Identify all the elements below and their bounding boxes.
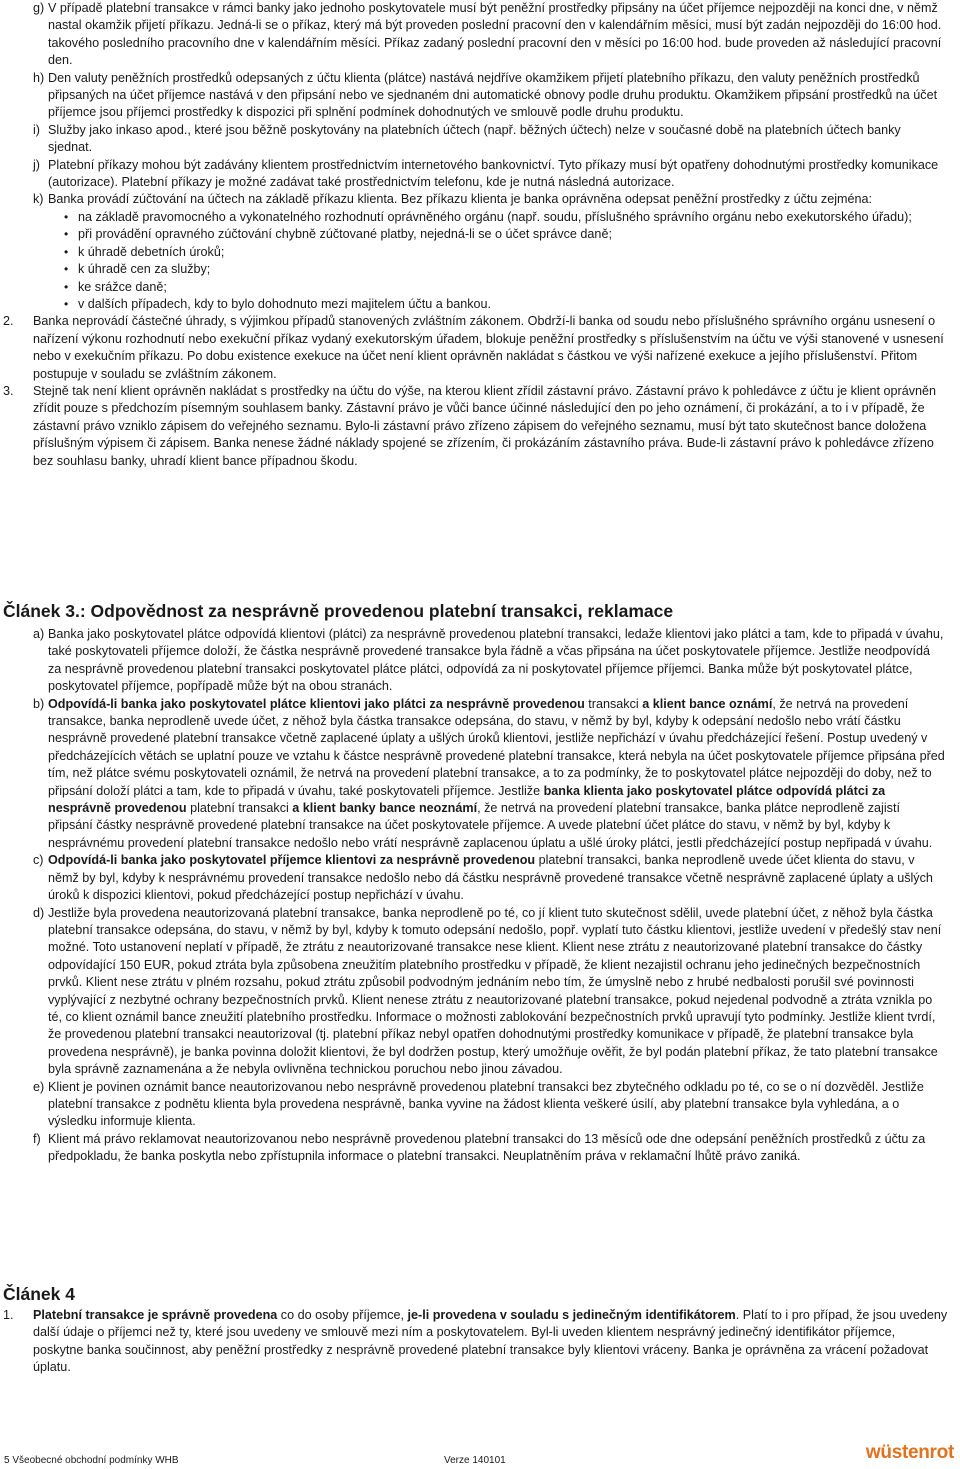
section-items-g-h <box>0 0 960 470</box>
clause-g <box>0 0 960 70</box>
page-number-and-doc-title: 5 Všeobecné obchodní podmínky WHB <box>4 1455 179 1466</box>
wustenrot-logo: wüstenrot <box>865 1442 954 1463</box>
clause-label: h) <box>33 70 45 85</box>
clause-3f <box>0 1131 960 1166</box>
paragraph-text <box>33 1307 948 1377</box>
text-run: platební transakci, banka neprodleně uvede účet klienta do stavu, v němž by byl, kdyby k nesprávnému provedení transakce nedošlo nebo dá částku nesprávně provedené transakce včetně nesprávně zaplacené úplaty a ušlých úroků k dispozici klientovi, pokud předcházející postup nepřichází v úvahu. <box>48 853 933 903</box>
clause-label: c) <box>33 853 44 868</box>
clause-label: e) <box>33 1079 45 1094</box>
list-item: • na základě pravomocného a vykonatelného rozhodnutí oprávněného orgánu (např. soudu, příslušného správního orgánu nebo exekutorského úřadu); <box>0 209 960 226</box>
clause-label: g) <box>33 1 45 15</box>
clause-label: a) <box>33 627 45 641</box>
text-run: platební transakci <box>186 801 293 816</box>
clause-text: Banka provádí zúčtování na účtech na základě příkazu klienta. Bez příkazu klienta je banka oprávněna odepsat peněžní prostředky z účtu zejména: <box>48 192 872 207</box>
list-item: • při provádění opravného zúčtování chybně zúčtované platby, nejedná-li se o účet správce daně; <box>0 226 960 243</box>
list-item: • k úhradě cen za služby; <box>0 261 960 278</box>
emphasis: a klient banky bance neoznámí <box>292 801 478 816</box>
clause-text: Služby jako inkaso apod., které jsou běžně poskytovány na platebních účtech (např. běžných účtech) nelze v současné době na platebních účtech banky sjednat. <box>48 122 901 155</box>
clause-j <box>0 157 960 192</box>
text-run: , že netrvá na provedení transakce, banka neprodleně uvede účet, z něhož byla částka transakce odepsána, do stavu, v němž by byl, kdyby k odepsání nedošlo nebo vrátí částku nesprávně provedené platební transakce včetně zaplacené úplaty a ušlých úroků klientovi, jestliže nepřichází v úvahu předcházející řešení. Postup uvedený v předcházejících větách se uplatní pouze ve vztahu k částce nesprávně provedené platební transakce, která nebyla na účet poskytovatele příjemce připsána před tím, než plátce svému poskytovateli oznámil, že netrvá na provedení platební transakce, a to za podmínky, že to poskytovatel plátce nejpozději do doby, než to připsání doloží plátci a tam, kde to připadá v úvahu, také poskytovateli příjemce. Jestliže <box>48 696 945 798</box>
paragraph-text: Stejně tak není klient oprávněn nakládat s prostředky na účtu do výše, na kterou klient zřídil zástavní právo. Zástavní právo k pohledávce z účtu je klient oprávněn zřídit pouze s předchozím písemným souhlasem banky. Zástavní právo je vůči bance účinné následující den po jeho oznámení, či prokázání, a to i v případě, že zástavní právo vzniklo zápisem do veřejného seznamu. Bylo-li zástavní právo zřízeno zápisem do veřejného seznamu, musí být tato skutečnost bance doložena příslušným výpisem či zápisem. Banka nenese žádné náklady spojené se zřízením, či prokázáním zástavního práva. Bude-li zástavní právo k pohledávce zřízeno bez souhlasu banky, uhradí klient bance případnou škodu. <box>33 383 937 468</box>
paragraph-number: 3. <box>3 383 14 398</box>
clause-3e <box>0 1079 960 1131</box>
clause-i <box>0 122 960 157</box>
clause-text: Platební příkazy mohou být zadávány klientem prostřednictvím internetového bankovnictví. Tyto příkazy musí být opatřeny dohodnutými prostředky komunikace (autorizace). Platební příkazy je možné zadávat také prostřednictvím telefonu, kde je nutná následná autorizace. <box>48 157 939 190</box>
list-item: • k úhradě debetních úroků; <box>0 244 960 261</box>
clause-text: V případě platební transakce v rámci banky jako jednoho poskytovatele musí být peněžní prostředky připsány na účet příjemce nejpozději na konci dne, v němž nastal okamžik přijetí příkazu. Jedná-li se o příkaz, který má být proveden poslední pracovní den v kalendářním měsíci, musí být zadán nejpozději do 16:00 hod. takového posledního pracovního dne v kalendářním měsíci. Příkaz zadaný poslední pracovní den v měsíci po 16:00 hod. bude proveden až následující pracovní den. <box>48 1 942 68</box>
emphasis: je-li provedena v souladu s jedinečným identifikátorem <box>407 1308 736 1322</box>
text-run: transakci <box>584 696 643 711</box>
clause-text: Klient je povinen oznámit bance neautorizovanou nebo nesprávně provedenou platební transakci bez zbytečného odkladu po té, co se o ní dozvěděl. Jestliže platební transakce z podnětu klienta byla provedena nesprávně, banka vyvine na žádost klienta veškeré úsilí, aby platební transakce byla vyhledána, a o výsledku informuje klienta. <box>48 1079 924 1129</box>
emphasis: Odpovídá-li banka jako poskytovatel příjemce klientovi za nesprávně provedenou <box>48 853 536 868</box>
clause-text: Den valuty peněžních prostředků odepsaných z účtu klienta (plátce) nastává nejdříve okamžikem přijetí platebního příkazu, den valuty peněžních prostředků připsaných na účet příjemce nastává v den připsání nebo ve sjednaném dni automatické obnovy podle druhu produktu. Okamžikem připsání prostředků na účet příjemce jsou příjemci prostředky k dispozici při splnění podmínek dohodnutých ve smlouvě podle druhu produktu. <box>48 70 938 120</box>
text-run: , že netrvá na provedení platební transakce, banka plátce neprodleně zajistí připsání částky nesprávně provedené platební transakce na účet poskytovatele příjemce. A uvede platební účet plátce do stavu, v němž by byl, kdyby k nesprávnému provedení platební transakce nedošlo nebo vrátí nesprávně zaplacenou úplatu a ušlé úroky plátci, jestli předcházející postup nepřipadá v úvahu. <box>48 801 933 850</box>
article-4-heading: Článek 4 <box>3 1284 75 1304</box>
version-label: Verze 140101 <box>444 1455 506 1466</box>
section-article-3 <box>0 600 960 1166</box>
clause-label: f) <box>33 1131 41 1146</box>
clause-3d <box>0 905 960 1079</box>
clause-label: j) <box>33 157 40 172</box>
clause-text <box>48 696 946 853</box>
clause-k <box>0 191 960 208</box>
page-footer <box>0 1442 960 1468</box>
text-run: co do osoby příjemce, <box>277 1308 408 1322</box>
emphasis: banka klienta jako poskytovatel plátce odpovídá plátci za nesprávně provedenou <box>48 783 886 816</box>
clause-3c <box>0 852 960 904</box>
numbered-paragraph-3 <box>0 383 960 470</box>
list-item: • ke srážce daně; <box>0 279 960 296</box>
clause-text <box>48 852 946 904</box>
paragraph-number: 1. <box>3 1308 14 1322</box>
clause-label: i) <box>33 122 40 137</box>
clause-label: b) <box>33 696 45 711</box>
emphasis: Odpovídá-li banka jako poskytovatel plátce klientovi jako plátci za nesprávně provedenou <box>48 696 585 711</box>
section-article-4 <box>0 1283 960 1377</box>
numbered-paragraph-2 <box>0 313 960 383</box>
bullet-list <box>0 209 960 313</box>
clause-text: Banka jako poskytovatel plátce odpovídá klientovi (plátci) za nesprávně provedenou platební transakci, ledaže klientovi jako plátci a tam, kde to připadá v úvahu, také poskytovateli příjemce doloží, že částka nesprávně provedené transakce byla řádně a včas připsána na účet poskytovatele příjemce. Jestliže neodpovídá za nesprávně provedenou platební transakci poskytovatel plátce plátci, odpovídá za ni poskytovatel příjemce příjemci. Banka může být poskytovatel plátce, poskytovatel příjemce, popřípadě může být na obou stranách. <box>48 627 944 694</box>
numbered-paragraph-4-1 <box>0 1307 960 1377</box>
list-item: • v dalších případech, kdy to bylo dohodnuto mezi majitelem účtu a bankou. <box>0 296 960 313</box>
emphasis: Platební transakce je správně provedena <box>33 1308 278 1322</box>
clause-text: Klient má právo reklamovat neautorizovanou nebo nesprávně provedenou platební transakci do 13 měsíců ode dne odepsání peněžních prostředků z účtu za předpokladu, že banka poskytla nebo zpřístupnila informace o platební transakci. Neuplatněním práva v reklamační lhůtě právo zaniká. <box>48 1131 926 1164</box>
paragraph-number: 2. <box>3 314 14 329</box>
clause-3a <box>0 626 960 696</box>
emphasis: a klient bance oznámí <box>642 696 773 711</box>
article-3-heading: Článek 3.: Odpovědnost za nesprávně provedenou platební transakci, reklamace <box>3 601 674 621</box>
paragraph-text: Banka neprovádí částečné úhrady, s výjimkou případů stanovených zvláštním zákonem. Obdrží-li banka od soudu nebo příslušného správního orgánu usnesení o nařízení výkonu rozhodnutí nebo exekuční příkaz vydaný exekutorským úřadem, blokuje peněžní prostředky s příslušenstvím na účtu ve výši stanovené v usnesení nebo v exekučním příkazu. Po dobu existence exekuce na účet není klient oprávněn nakládat s částkou ve výši nařízené exekuce a jejího příslušenství. Přitom postupuje v souladu se zvláštním zákonem. <box>33 314 944 381</box>
clause-label: d) <box>33 905 45 920</box>
clause-label: k) <box>33 192 44 207</box>
clause-3b <box>0 696 960 853</box>
text-run: . Platí to i pro případ, že jsou uvedeny další údaje o příjemci než ty, které jsou uvedeny ve smlouvě mezi ním a poskytovatelem. Byl-li uveden klientem nesprávný jedinečný identifikátor příjemce, poskytne banka součinnost, aby peněžní prostředky z nesprávně provedené platební transakce byly klientovi vráceny. Banka je oprávněna za vrácení požadovat úplatu. <box>33 1308 948 1375</box>
clause-text: Jestliže byla provedena neautorizovaná platební transakce, banka neprodleně po té, co jí klient tuto skutečnost sdělil, uvede platební účet, z něhož byla částka platební transakce odepsána, do stavu, v němž by byl, kdyby k tomuto odepsání nedošlo, popř. vyplatí tuto částku klientovi, jestliže uvedení v předešlý stav není možné. Toto ustanovení neplatí v případě, že ztrátu z neautorizované transakce nese klient. Klient nese ztrátu z neautorizované platební transakce do částky odpovídající 150 EUR, pokud ztráta byla způsobena zneužitím platebního prostředku v případě, že klient nezajistil ochranu jeho jedinečných bezpečnostních prvků. Klient nese ztrátu v plném rozsahu, pokud ztrátu způsobil podvodným jednáním nebo tím, že úmyslně nebo z hrubé nedbalosti porušil své povinnosti vyplývající z nezbytné ochrany bezpečnostních prvků. Klient nenese ztrátu z neautorizované platební transakce, pokud nejedenal podvodně a ztráta vznikla po té, co klient oznámil bance zneužití platebního prostředku. Informace o možnosti zablokování bezpečnostních prvků upravují tyto podmínky. Jestliže klient tvrdí, že provedenou platební transakci neautorizoval (tj. platební příkaz nebyl opatřen dohodnutými prostředky komunikace v případě, že platební transakce byla provedena nesprávně), je banka povinna doložit klientovi, že byl dodržen postup, který umožňuje ověřit, že byl podán platební příkaz, že tato platební transakce byla správně zaznamenána a že nebyla ovlivněna technickou poruchou nebo jinou závadou. <box>48 905 942 1077</box>
clause-h <box>0 70 960 122</box>
